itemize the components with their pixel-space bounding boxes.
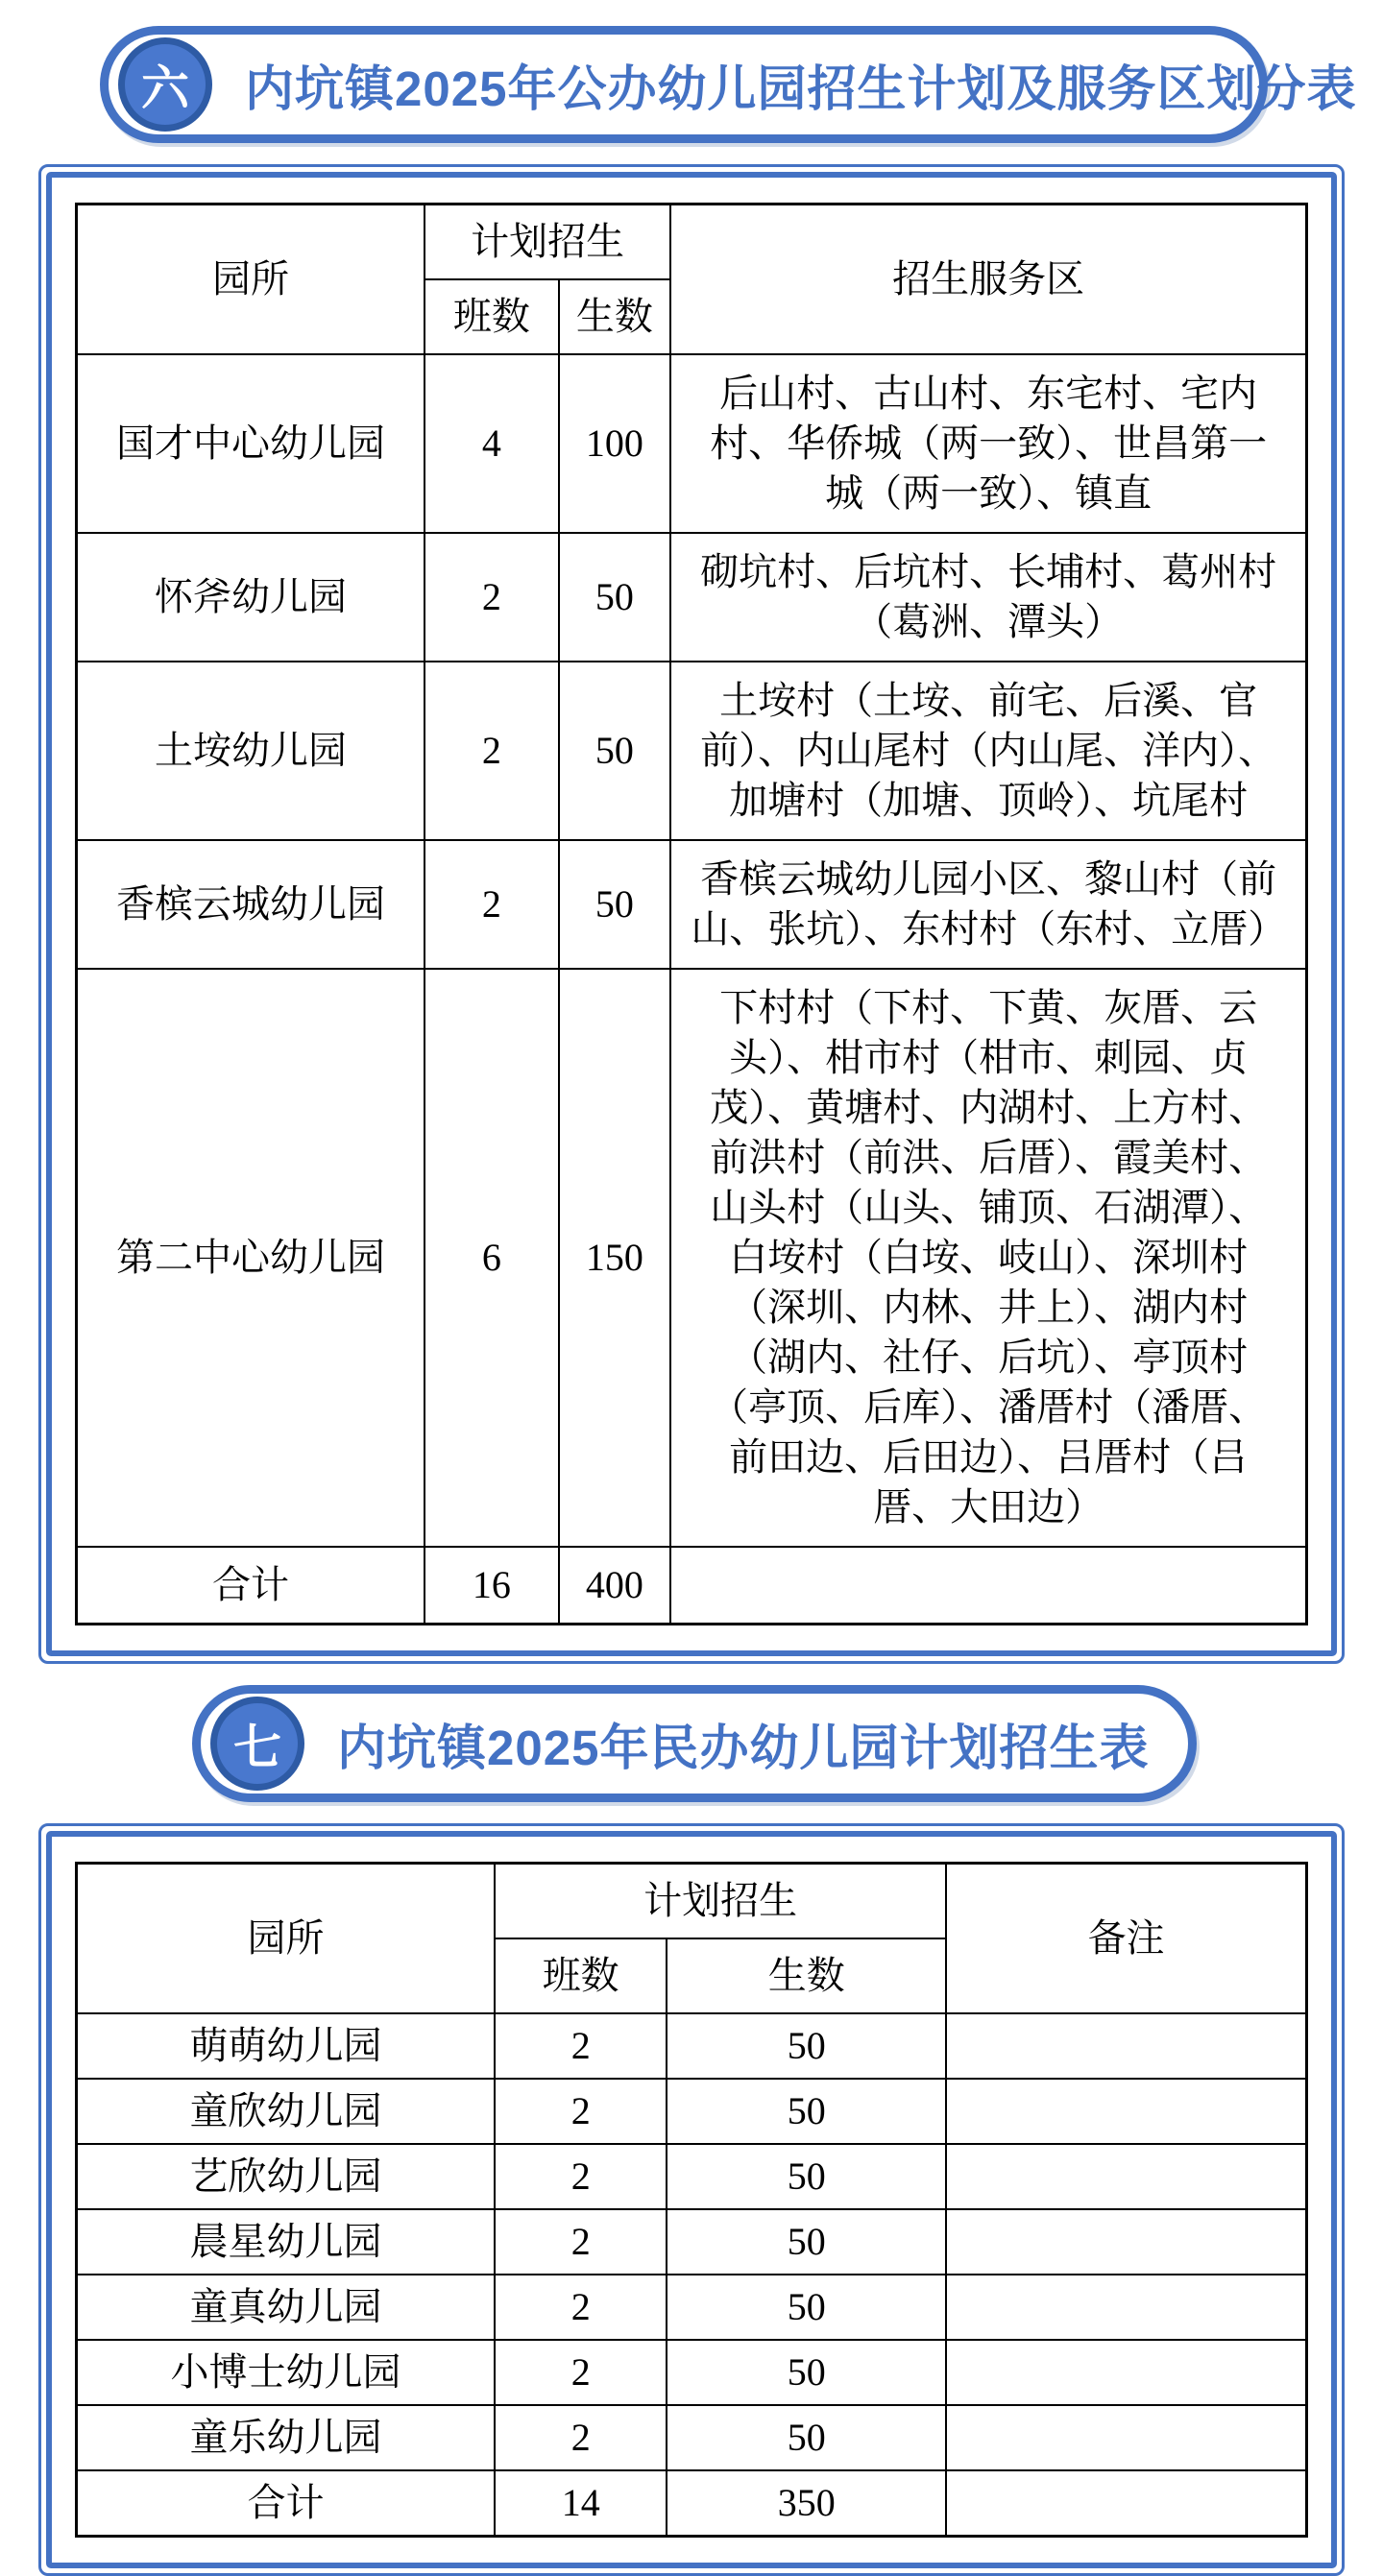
cell-students: 50 — [667, 2209, 946, 2275]
table-row — [77, 2079, 1307, 2144]
public-kindergarten-table-box — [38, 164, 1345, 1664]
header-garden: 园所 — [77, 1864, 496, 2014]
table-row — [77, 533, 1307, 662]
cell-students: 50 — [667, 2079, 946, 2144]
table-row — [77, 2275, 1307, 2340]
cell-garden: 艺欣幼儿园 — [77, 2144, 496, 2209]
cell-classes: 4 — [425, 354, 559, 533]
cell-students: 50 — [559, 662, 671, 840]
section7-header — [192, 1685, 1197, 1802]
cell-classes: 2 — [425, 840, 559, 969]
section6-number-badge: 六 — [118, 37, 212, 132]
cell-classes: 2 — [495, 2209, 667, 2275]
cell-garden: 香槟云城幼儿园 — [77, 840, 425, 969]
cell-note — [946, 2079, 1306, 2144]
cell-classes: 2 — [425, 662, 559, 840]
cell-classes: 2 — [425, 533, 559, 662]
cell-note — [946, 2340, 1306, 2405]
table-row — [77, 662, 1307, 840]
header-classes: 班数 — [425, 279, 559, 354]
cell-total-note — [946, 2470, 1306, 2537]
cell-garden: 童乐幼儿园 — [77, 2405, 496, 2470]
cell-service: 下村村（下村、下黄、灰厝、云头）、柑市村（柑市、刺园、贞茂）、黄塘村、内湖村、上方村、前洪村（前洪、后厝）、霞美村、山头村（山头、铺顶、石湖潭）、白垵村（白垵、岐山）、深圳村（深圳、内林、井上）、湖内村（湖内、社仔、后坑）、亭顶村（亭顶、后库）、潘厝村（潘厝、前田边、后田边）、吕厝村（吕厝、大田边） — [670, 969, 1306, 1547]
table-row — [77, 2405, 1307, 2470]
cell-garden: 小博士幼儿园 — [77, 2340, 496, 2405]
cell-total-classes: 16 — [425, 1547, 559, 1625]
header-students: 生数 — [667, 1938, 946, 2013]
cell-service: 砌坑村、后坑村、长埔村、葛州村（葛洲、潭头） — [670, 533, 1306, 662]
cell-total-students: 350 — [667, 2470, 946, 2537]
header-service: 招生服务区 — [670, 205, 1306, 355]
cell-classes: 2 — [495, 2013, 667, 2079]
cell-classes: 6 — [425, 969, 559, 1547]
private-kindergarten-table — [75, 1862, 1308, 2538]
cell-classes: 2 — [495, 2079, 667, 2144]
private-kindergarten-table-box — [38, 1823, 1345, 2576]
header-plan: 计划招生 — [425, 205, 670, 280]
section7-title: 内坑镇2025年民办幼儿园计划招生表 — [337, 1721, 1150, 1775]
cell-note — [946, 2405, 1306, 2470]
header-note: 备注 — [946, 1864, 1306, 2014]
table-row — [77, 969, 1307, 1547]
header-classes: 班数 — [495, 1938, 667, 2013]
table-row — [77, 2340, 1307, 2405]
cell-students: 50 — [667, 2405, 946, 2470]
cell-garden: 土垵幼儿园 — [77, 662, 425, 840]
cell-classes: 2 — [495, 2340, 667, 2405]
cell-garden: 第二中心幼儿园 — [77, 969, 425, 1547]
cell-total-label: 合计 — [77, 2470, 496, 2537]
cell-students: 50 — [667, 2013, 946, 2079]
cell-garden: 童真幼儿园 — [77, 2275, 496, 2340]
cell-total-label: 合计 — [77, 1547, 425, 1625]
cell-students: 150 — [559, 969, 671, 1547]
table-header-row — [77, 1864, 1307, 1939]
total-row — [77, 1547, 1307, 1625]
cell-note — [946, 2013, 1306, 2079]
cell-service: 土垵村（土垵、前宅、后溪、官前）、内山尾村（内山尾、洋内）、加塘村（加塘、顶岭）、坑尾村 — [670, 662, 1306, 840]
section6-header — [100, 26, 1357, 143]
cell-students: 50 — [559, 533, 671, 662]
cell-service: 香槟云城幼儿园小区、黎山村（前山、张坑）、东村村（东村、立厝） — [670, 840, 1306, 969]
cell-students: 100 — [559, 354, 671, 533]
cell-note — [946, 2144, 1306, 2209]
cell-students: 50 — [559, 840, 671, 969]
cell-garden: 童欣幼儿园 — [77, 2079, 496, 2144]
header-garden: 园所 — [77, 205, 425, 355]
header-students: 生数 — [559, 279, 671, 354]
cell-classes: 2 — [495, 2144, 667, 2209]
table-header-row — [77, 205, 1307, 280]
section6-title: 内坑镇2025年公办幼儿园招生计划及服务区划分表 — [245, 61, 1357, 116]
cell-garden: 怀斧幼儿园 — [77, 533, 425, 662]
table-row — [77, 354, 1307, 533]
cell-garden: 晨星幼儿园 — [77, 2209, 496, 2275]
cell-note — [946, 2209, 1306, 2275]
table-row — [77, 2013, 1307, 2079]
cell-students: 50 — [667, 2340, 946, 2405]
total-row — [77, 2470, 1307, 2537]
cell-total-service — [670, 1547, 1306, 1625]
cell-garden: 萌萌幼儿园 — [77, 2013, 496, 2079]
table-row — [77, 840, 1307, 969]
cell-garden: 国才中心幼儿园 — [77, 354, 425, 533]
public-kindergarten-table-frame — [46, 172, 1337, 1656]
section7-number-badge: 七 — [210, 1697, 304, 1791]
cell-classes: 2 — [495, 2405, 667, 2470]
cell-students: 50 — [667, 2144, 946, 2209]
public-kindergarten-table — [75, 203, 1308, 1625]
header-plan: 计划招生 — [495, 1864, 946, 1939]
cell-students: 50 — [667, 2275, 946, 2340]
cell-note — [946, 2275, 1306, 2340]
cell-total-students: 400 — [559, 1547, 671, 1625]
cell-total-classes: 14 — [495, 2470, 667, 2537]
table-row — [77, 2209, 1307, 2275]
table-row — [77, 2144, 1307, 2209]
cell-classes: 2 — [495, 2275, 667, 2340]
cell-service: 后山村、古山村、东宅村、宅内村、华侨城（两一致）、世昌第一城（两一致）、镇直 — [670, 354, 1306, 533]
